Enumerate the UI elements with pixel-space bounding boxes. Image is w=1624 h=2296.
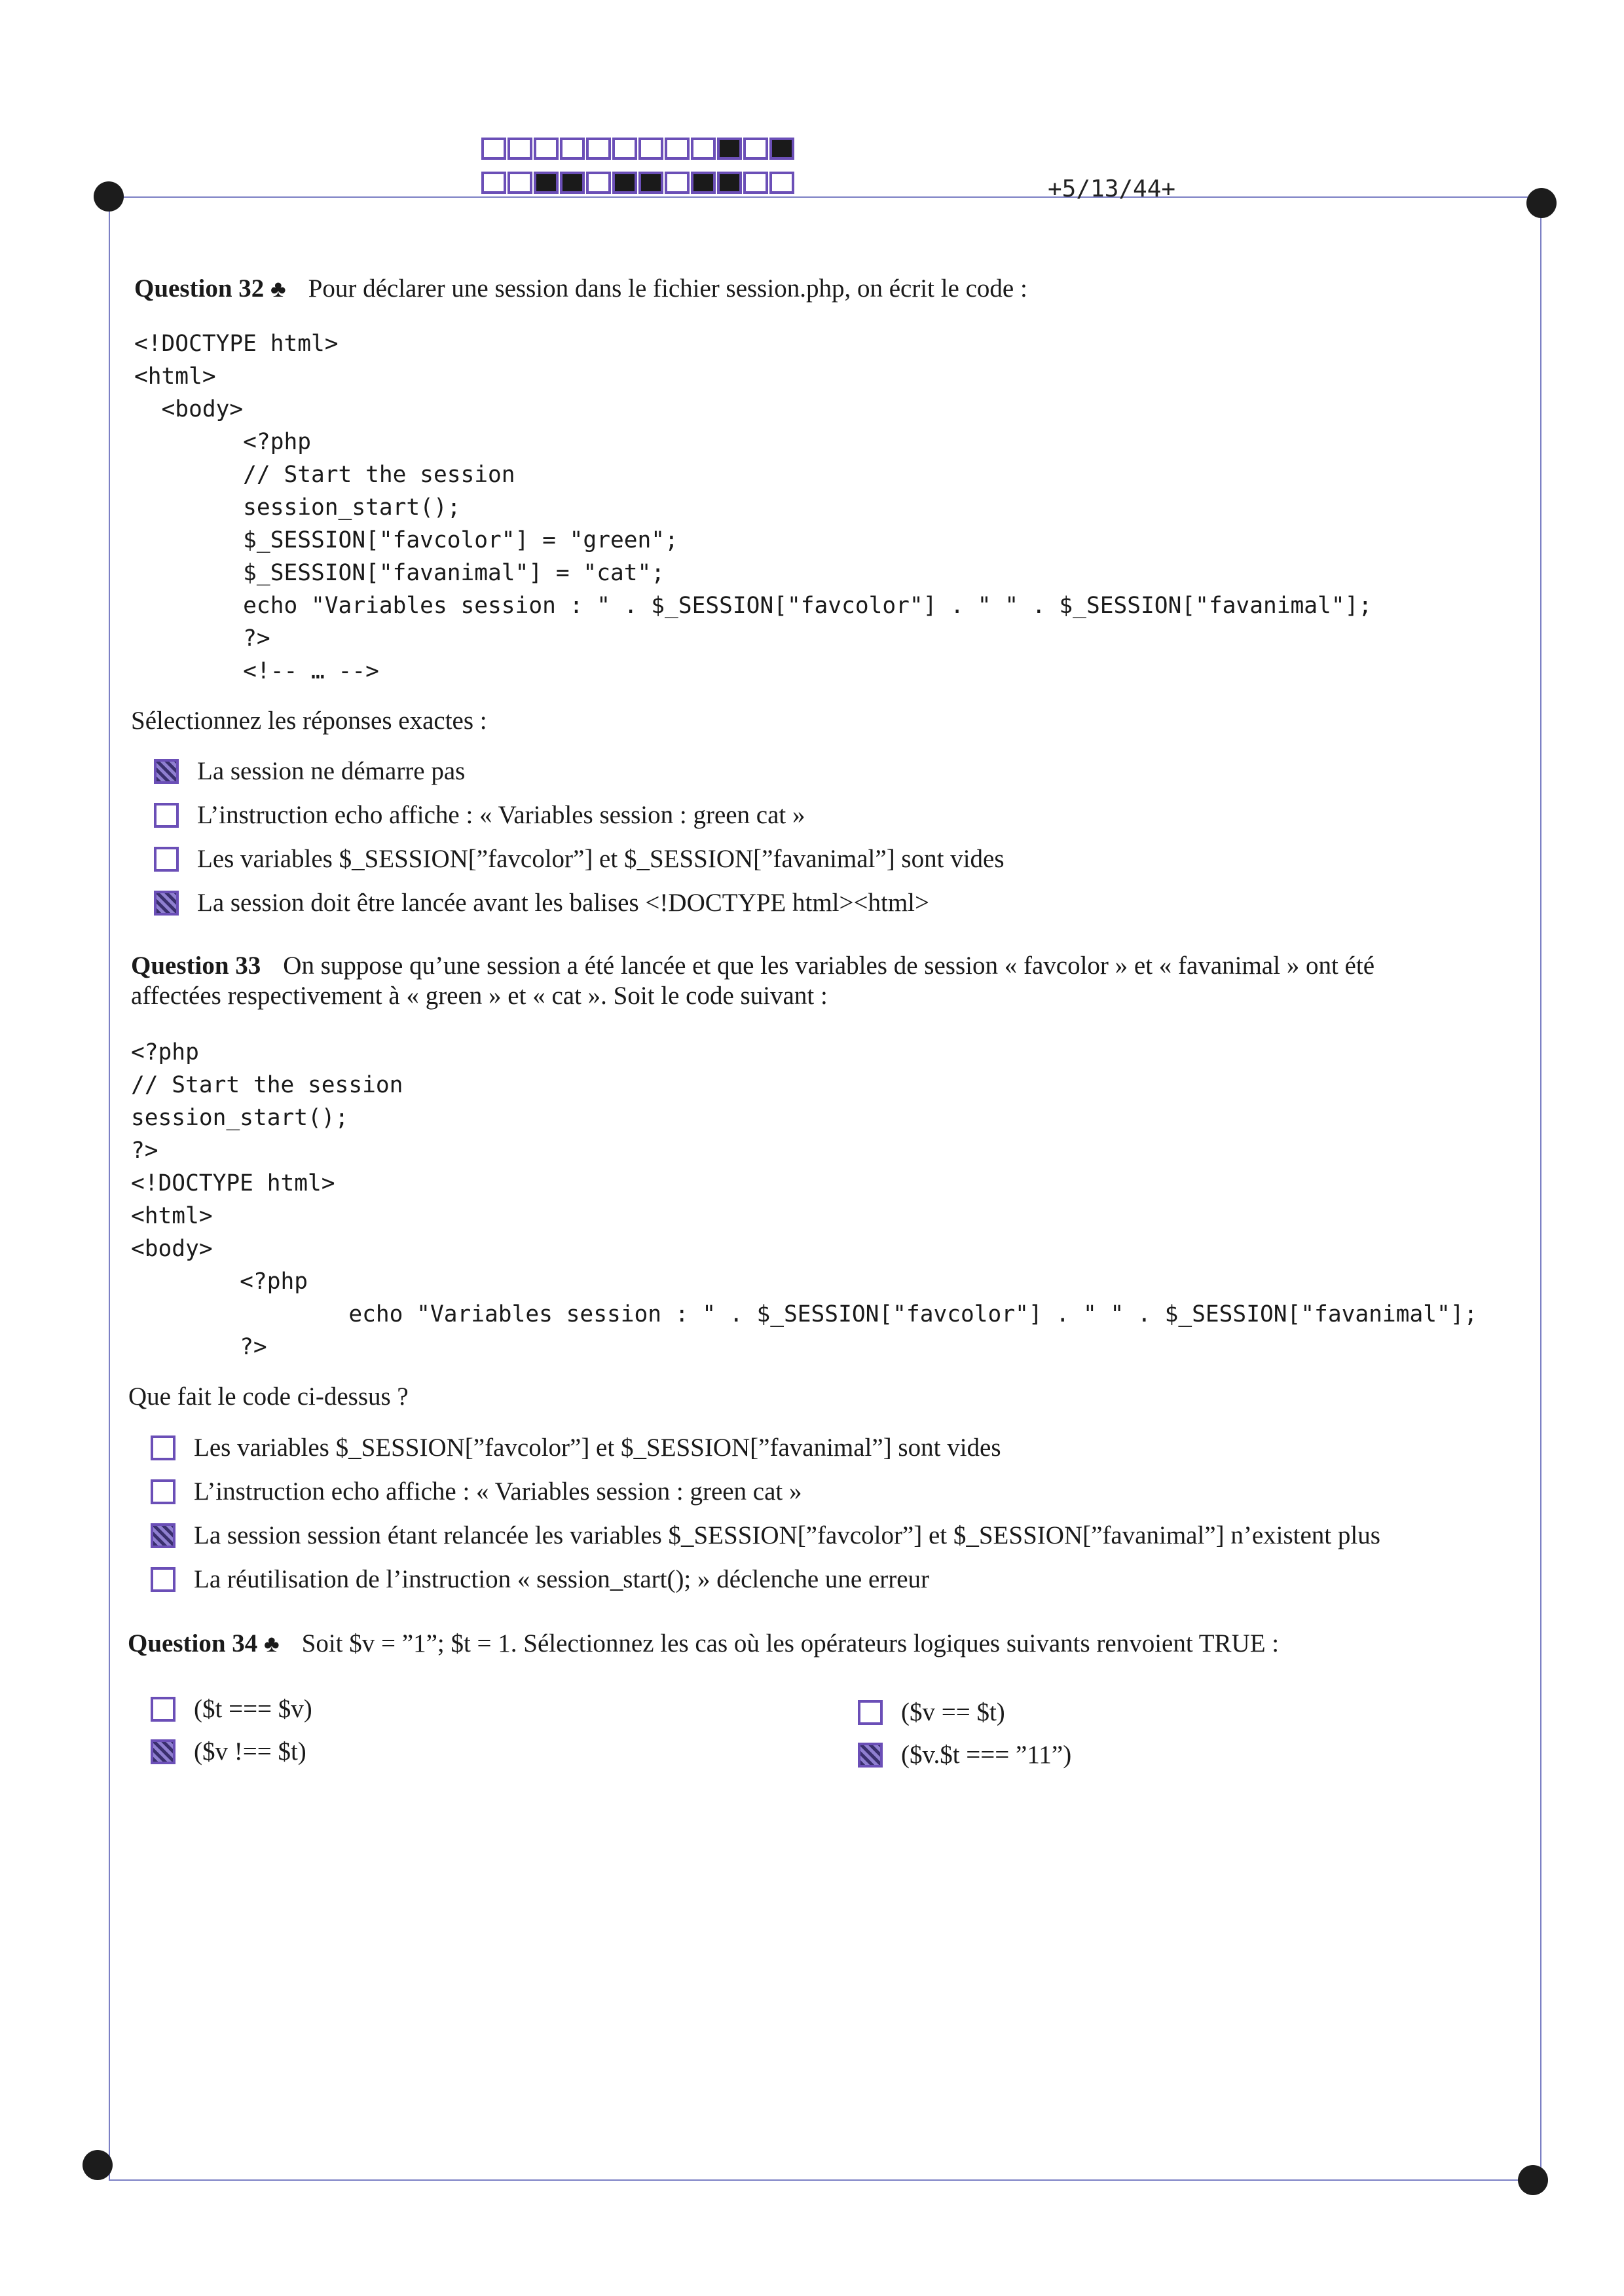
barcode-cell <box>638 172 663 194</box>
barcode-cell <box>743 172 768 194</box>
q32-instruction: Sélectionnez les réponses exactes : <box>131 707 487 735</box>
q33-prompt-line-1: On suppose qu’une session a été lancée et que les variables de session « favcolor » et « favanimal » ont été <box>283 952 1375 980</box>
checkbox[interactable] <box>151 1697 175 1722</box>
checkbox[interactable] <box>154 847 179 872</box>
registration-mark-top-right <box>1526 188 1557 218</box>
q33-title <box>131 951 1375 980</box>
page-barcode-row-1 <box>481 138 794 160</box>
choice-label: L’instruction echo affiche : « Variables session : green cat » <box>194 1477 802 1506</box>
choice-label: ($v == $t) <box>901 1698 1005 1726</box>
q33-choice-4[interactable] <box>151 1565 929 1594</box>
q32-choice-3[interactable] <box>154 844 1005 874</box>
barcode-cell <box>612 138 637 160</box>
checkbox[interactable] <box>151 1435 175 1460</box>
barcode-cell <box>743 138 768 160</box>
q34-choice-3[interactable] <box>151 1737 306 1766</box>
checkbox[interactable] <box>151 1739 175 1764</box>
checkbox[interactable] <box>151 1523 175 1548</box>
barcode-cell <box>481 138 506 160</box>
barcode-cell <box>665 172 690 194</box>
page-code: +5/13/44+ <box>1048 176 1176 202</box>
q32-choice-1[interactable] <box>154 756 465 786</box>
q33-prompt-line-2: affectées respectivement à « green » et « cat ». Soit le code suivant : <box>131 982 828 1010</box>
q32-code: <!DOCTYPE html> <html> <body> <?php // Start the session session_start(); $_SESSION["favcolor"] = "green"; $_SESSION["favanimal"] = "cat"; echo "Variables session : " . $_SESSION["favcolor"] . " " . $_SESSION["favanimal"]; ?> <!-- … --> <box>134 331 1373 684</box>
barcode-cell <box>638 138 663 160</box>
choice-label: ($t === $v) <box>194 1695 312 1723</box>
barcode-cell <box>691 138 716 160</box>
choice-label: La réutilisation de l’instruction « session_start(); » déclenche une erreur <box>194 1565 930 1593</box>
q32-label: Question 32 ♣ <box>134 274 286 303</box>
q33-instruction: Que fait le code ci-dessus ? <box>128 1382 409 1411</box>
barcode-cell <box>665 138 690 160</box>
q32-prompt: Pour déclarer une session dans le fichier session.php, on écrit le code : <box>308 274 1027 303</box>
checkbox[interactable] <box>151 1567 175 1592</box>
barcode-cell <box>481 172 506 194</box>
checkbox[interactable] <box>154 891 179 916</box>
checkbox[interactable] <box>858 1700 883 1725</box>
choice-label: La session ne démarre pas <box>197 757 466 785</box>
q34-choice-1[interactable] <box>151 1694 312 1724</box>
choice-label: Les variables $_SESSION[”favcolor”] et $_SESSION[”favanimal”] sont vides <box>197 845 1005 873</box>
q33-choice-1[interactable] <box>151 1433 1001 1462</box>
registration-mark-bottom-right <box>1518 2165 1548 2195</box>
barcode-cell <box>507 138 532 160</box>
checkbox[interactable] <box>858 1743 883 1768</box>
q34-title <box>128 1629 1279 1658</box>
q33-choice-3[interactable] <box>151 1521 1380 1550</box>
barcode-cell <box>534 172 559 194</box>
barcode-cell <box>717 172 742 194</box>
q32-choice-4[interactable] <box>154 888 929 917</box>
barcode-cell <box>586 138 611 160</box>
q33-choice-2[interactable] <box>151 1477 802 1506</box>
q32-title <box>134 274 1027 303</box>
barcode-cell <box>691 172 716 194</box>
barcode-cell <box>534 138 559 160</box>
barcode-cell <box>769 172 794 194</box>
barcode-cell <box>586 172 611 194</box>
registration-mark-bottom-left <box>83 2150 113 2180</box>
checkbox[interactable] <box>151 1479 175 1504</box>
barcode-cell <box>560 172 585 194</box>
q32-choice-2[interactable] <box>154 800 805 830</box>
barcode-cell <box>612 172 637 194</box>
q34-choice-4[interactable] <box>858 1740 1071 1769</box>
q33-label: Question 33 <box>131 952 261 980</box>
checkbox[interactable] <box>154 803 179 828</box>
choice-label: Les variables $_SESSION[”favcolor”] et $_SESSION[”favanimal”] sont vides <box>194 1434 1001 1462</box>
barcode-cell <box>507 172 532 194</box>
choice-label: La session session étant relancée les variables $_SESSION[”favcolor”] et $_SESSION[”favanimal”] n’existent plus <box>194 1521 1380 1549</box>
q34-prompt: Soit $v = ”1”; $t = 1. Sélectionnez les cas où les opérateurs logiques suivants renvoient TRUE : <box>301 1629 1280 1657</box>
q34-choice-2[interactable] <box>858 1697 1005 1727</box>
club-icon: ♣ <box>264 1631 280 1657</box>
barcode-cell <box>769 138 794 160</box>
choice-label: La session doit être lancée avant les balises <!DOCTYPE html><html> <box>197 889 929 917</box>
choice-label: L’instruction echo affiche : « Variables session : green cat » <box>197 801 805 829</box>
q34-label: Question 34 ♣ <box>128 1629 280 1657</box>
q33-code: <?php // Start the session session_start(); ?> <!DOCTYPE html> <html> <body> <?php echo "Variables session : " . $_SESSION["favcolor"] . " " . $_SESSION["favanimal"]; ?> <box>131 1039 1478 1360</box>
page-barcode-row-2 <box>481 172 794 194</box>
choice-label: ($v !== $t) <box>194 1737 306 1766</box>
club-icon: ♣ <box>270 276 286 302</box>
checkbox[interactable] <box>154 759 179 784</box>
barcode-cell <box>717 138 742 160</box>
barcode-cell <box>560 138 585 160</box>
choice-label: ($v.$t === ”11”) <box>901 1741 1072 1769</box>
registration-mark-top-left <box>94 181 124 212</box>
